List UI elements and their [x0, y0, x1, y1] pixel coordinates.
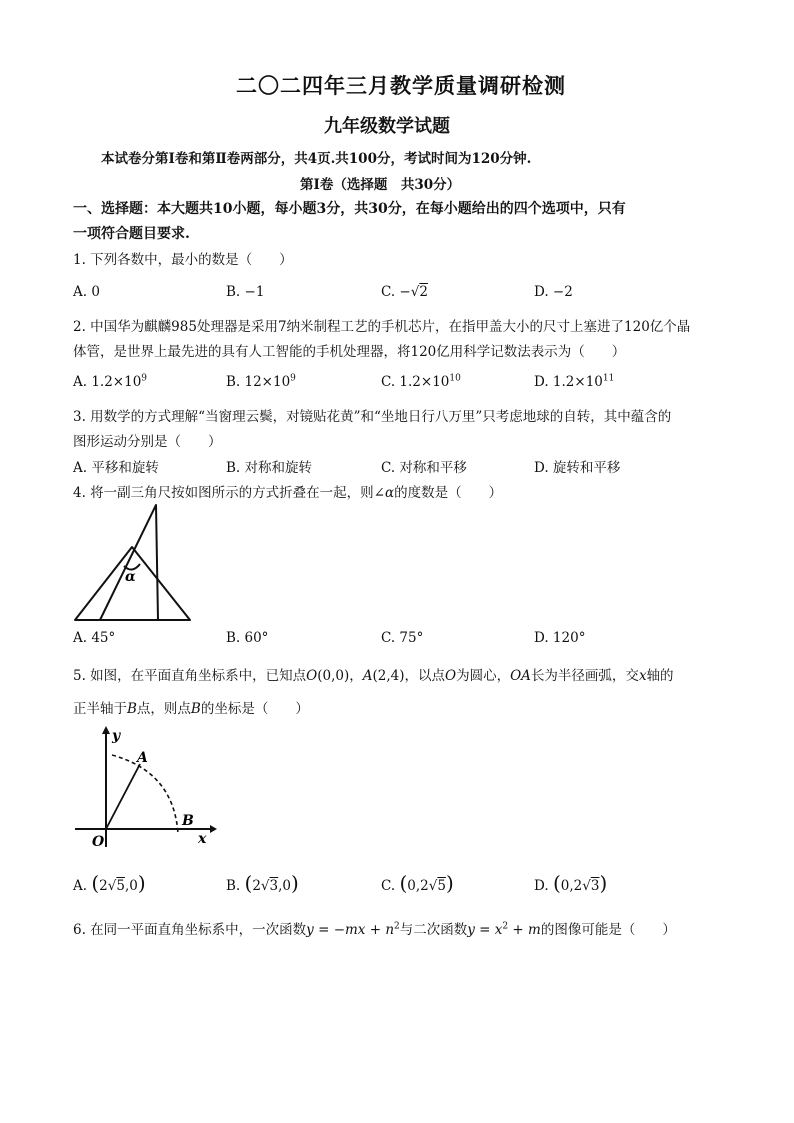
- question-6-stem: [73, 918, 676, 938]
- q5-option-a[interactable]: [73, 871, 146, 895]
- q5-l2-a: 正半轴于: [73, 701, 127, 717]
- q5-l2-B2: B: [190, 701, 201, 717]
- q6-quadratic-exponent: 2: [502, 921, 509, 932]
- q5-l1-sep: ，: [349, 668, 363, 684]
- left-paren-icon: (: [91, 871, 100, 895]
- q5-option-b-radicand: 3: [269, 878, 279, 894]
- q6-linear-function: y = −mx + n: [306, 922, 395, 938]
- q1-option-d[interactable]: D. −2: [534, 284, 573, 300]
- sqrt-icon: √: [428, 878, 438, 894]
- q1-option-c-radicand: 2: [419, 284, 428, 300]
- segment-OA: [106, 764, 140, 829]
- left-paren-icon: (: [552, 871, 561, 895]
- q2-option-d-label: D. 1.2×10: [534, 374, 603, 390]
- fig-label-B: B: [182, 813, 194, 829]
- q5-option-d-pre: 0,2: [560, 878, 583, 894]
- q5-option-b[interactable]: [226, 871, 299, 895]
- q4-option-a[interactable]: A. 45°: [73, 630, 116, 646]
- question-5-line2: [73, 697, 309, 717]
- fig-label-A: A: [137, 750, 148, 766]
- section-one-instructions-line1: 一、选择题：本大题共10小题，每小题3分，共30分，在每小题给出的四个选项中，只有: [73, 201, 626, 217]
- q6-post: 的图像可能是（ ）: [540, 922, 676, 938]
- q5-option-d-radicand: 3: [590, 878, 600, 894]
- left-paren-icon: (: [399, 871, 408, 895]
- q5-l1-O: O: [306, 668, 318, 684]
- q4-stem-alpha: α: [384, 485, 395, 501]
- q5-l1-a: 5. 如图，在平面直角坐标系中，已知点: [73, 668, 307, 684]
- q5-l1-O2: O: [445, 668, 457, 684]
- q4-figure-alpha-label: α: [125, 569, 136, 585]
- q4-option-c[interactable]: C. 75°: [381, 630, 424, 646]
- q2-option-c[interactable]: [381, 374, 461, 390]
- q2-option-d-exponent: 11: [602, 373, 615, 384]
- question-1-stem: 1. 下列各数中，最小的数是（ ）: [73, 252, 293, 268]
- q6-pre: 6. 在同一平面直角坐标系中，一次函数: [73, 922, 307, 938]
- q2-option-b-label: B. 12×10: [226, 374, 291, 390]
- q2-option-b-exponent: 9: [290, 373, 296, 384]
- q5-option-c[interactable]: [381, 871, 454, 895]
- exam-title: 二〇二四年三月教学质量调研检测: [236, 73, 566, 98]
- q5-l1-x: x: [638, 668, 647, 684]
- q5-option-c-radicand: 5: [437, 878, 446, 894]
- q5-l1-c: 为圆心，: [456, 668, 511, 684]
- q5-option-b-post: ,0: [278, 878, 292, 894]
- q5-option-a-post: ,0: [124, 878, 138, 894]
- dashed-arc: [112, 755, 178, 834]
- set-square-30-60: [100, 505, 158, 620]
- question-2-line2: 体管，是世界上最先进的具有人工智能的手机处理器，将120亿用科学记数法表示为（ ）: [73, 344, 626, 360]
- q5-l2-b: 点，则点: [136, 701, 191, 717]
- fig-label-y: y: [112, 728, 121, 744]
- q5-option-a-radicand: 5: [116, 878, 125, 894]
- q4-option-b[interactable]: B. 60°: [226, 630, 269, 646]
- q1-option-b[interactable]: B. −1: [226, 284, 265, 300]
- fig-label-O: O: [92, 834, 105, 850]
- q5-option-c-pre: 0,2: [407, 878, 429, 894]
- q4-stem-post: 的度数是（ ）: [394, 485, 503, 501]
- q2-option-c-exponent: 10: [449, 373, 461, 384]
- q6-quadratic-function: y = x: [467, 922, 503, 938]
- q2-option-b[interactable]: [226, 374, 296, 390]
- question-4-stem: [73, 481, 502, 501]
- q2-option-a-label: A. 1.2×10: [73, 374, 142, 390]
- q6-mid: 与二次函数: [399, 922, 468, 938]
- x-axis-arrow-icon: [210, 825, 217, 833]
- q5-l1-d: 长为半径画弧，交: [530, 668, 639, 684]
- q2-option-c-label: C. 1.2×10: [381, 374, 450, 390]
- q5-l2-B: B: [127, 701, 137, 717]
- q5-l1-A: A: [362, 668, 373, 684]
- q4-stem-pre: 4. 将一副三角尺按如图所示的方式折叠在一起，则∠: [73, 485, 385, 501]
- question-5-line1: [73, 664, 674, 684]
- q3-option-a[interactable]: A. 平移和旋转: [73, 460, 159, 476]
- question-2-line1: 2. 中国华为麒麟985处理器是采用7纳米制程工艺的手机芯片，在指甲盖大小的尺寸上塞进了120亿个晶: [73, 319, 691, 335]
- right-paren-icon: ): [445, 871, 454, 895]
- q2-option-d[interactable]: [534, 374, 614, 390]
- sqrt-icon: √: [260, 878, 270, 894]
- fig-label-x: x: [198, 831, 207, 847]
- exam-subtitle: 九年级数学试题: [324, 116, 450, 137]
- q1-option-c-label: C. −: [381, 284, 411, 300]
- right-paren-icon: ): [137, 871, 146, 895]
- sqrt-icon: √: [582, 878, 591, 894]
- q4-triangle-figure: [70, 500, 200, 625]
- q5-option-a-pre: 2: [99, 878, 108, 894]
- exam-intro: 本试卷分第Ⅰ卷和第Ⅱ卷两部分，共4页.共100分，考试时间为120分钟.: [101, 151, 532, 167]
- q5-option-b-pre: 2: [252, 878, 261, 894]
- part-one-heading: 第Ⅰ卷（选择题 共30分）: [300, 177, 461, 193]
- q5-l1-b: ，以点: [404, 668, 446, 684]
- q5-l1-Acoord: (2,4): [372, 668, 405, 684]
- q5-option-c-label: C.: [381, 878, 396, 894]
- right-paren-icon: ): [599, 871, 608, 895]
- sqrt-icon: √: [107, 878, 117, 894]
- q3-option-c[interactable]: C. 对称和平移: [381, 460, 467, 476]
- q5-l1-OA: OA: [510, 668, 531, 684]
- question-3-line2: 图形运动分别是（ ）: [73, 434, 222, 450]
- question-3-line1: 3. 用数学的方式理解“当窗理云鬓，对镜贴花黄”和“坐地日行八万里”只考虑地球的自转，其中蕴含的: [73, 409, 672, 425]
- section-one-instructions-line2: 一项符合题目要求.: [73, 226, 190, 242]
- q5-l1-Ocoord: (0,0): [317, 668, 350, 684]
- q5-l2-c: 的坐标是（ ）: [200, 701, 309, 717]
- q5-l1-e: 轴的: [646, 668, 674, 684]
- q4-option-d[interactable]: D. 120°: [534, 630, 586, 646]
- q5-option-d-label: D.: [534, 878, 549, 894]
- q5-option-d[interactable]: [534, 871, 607, 895]
- sqrt-icon: √: [410, 284, 420, 300]
- q5-option-a-label: A.: [73, 878, 88, 894]
- y-axis-arrow-icon: [102, 726, 110, 734]
- q2-option-a-exponent: 9: [141, 373, 148, 384]
- q3-option-b[interactable]: B. 对称和旋转: [226, 460, 313, 476]
- q1-option-a[interactable]: A. 0: [73, 284, 100, 300]
- right-paren-icon: ): [291, 871, 299, 895]
- left-paren-icon: (: [244, 871, 253, 895]
- q3-option-d[interactable]: D. 旋转和平移: [534, 460, 621, 476]
- q5-option-b-label: B.: [226, 878, 241, 894]
- q6-quadratic-tail: + m: [508, 922, 541, 938]
- q2-option-a[interactable]: [73, 374, 147, 390]
- q5-coordinate-figure: [70, 722, 220, 852]
- q1-option-c[interactable]: [381, 284, 428, 300]
- q6-linear-exponent: 2: [394, 921, 400, 932]
